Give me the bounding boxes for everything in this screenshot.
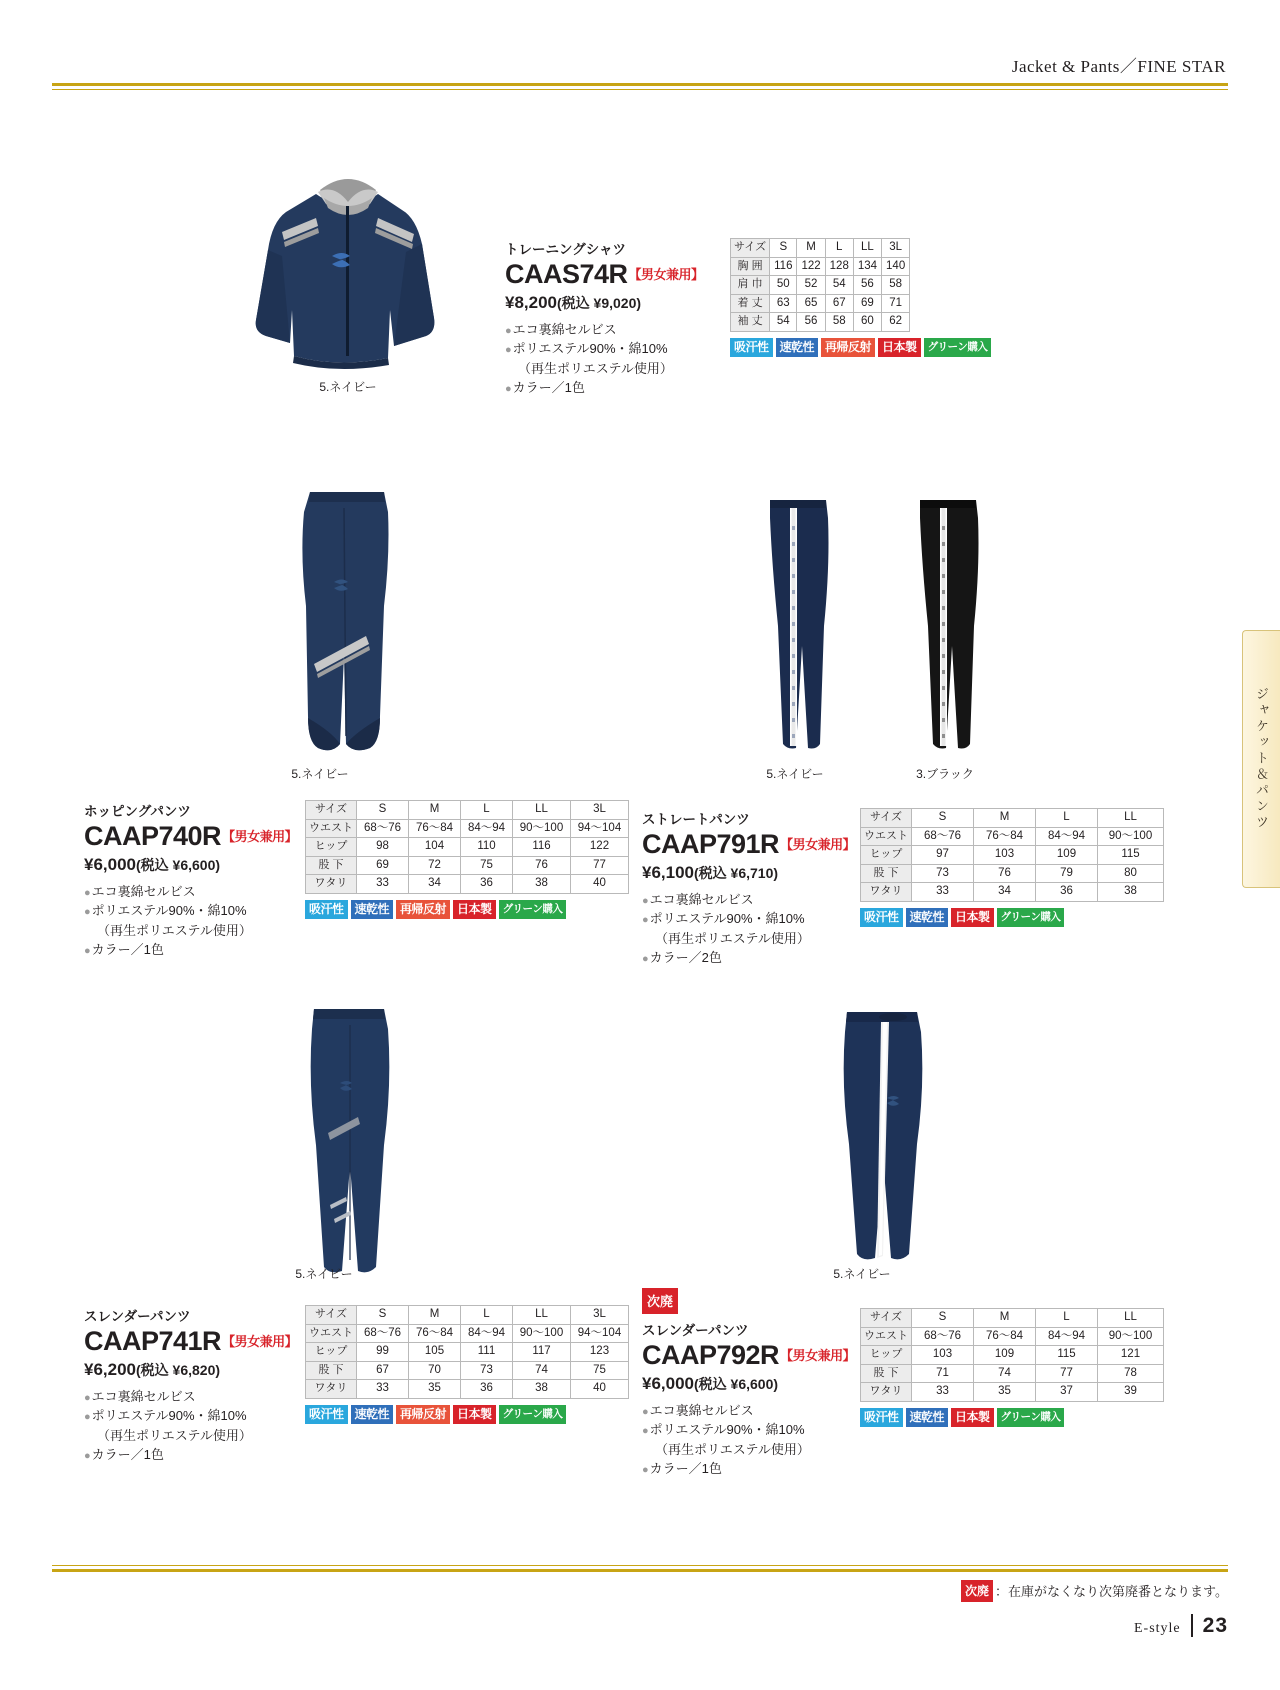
product-features: ●エコ裏綿セルビス ●ポリエステル90%・綿10% （再生ポリエステル使用） ●カラー／1色 <box>505 321 673 396</box>
size-table-caap741r <box>305 1305 629 1399</box>
unisex-tag: 【男女兼用】 <box>222 1334 298 1349</box>
table-row: ウエスト 68〜76 76〜84 84〜94 90〜100 94〜104 <box>306 1324 629 1343</box>
color-caption-caap792r: 5.ネイビー <box>833 1267 891 1281</box>
unisex-tag: 【男女兼用】 <box>780 1348 856 1363</box>
size-table-corner: サイズ <box>306 801 357 820</box>
size-col: M <box>974 1309 1036 1328</box>
footer-jihai-badge: 次廃 <box>961 1580 993 1602</box>
table-row: ワタリ 33 34 36 38 40 <box>306 875 629 894</box>
size-table-caap740r <box>305 800 629 894</box>
product-info-caas74r <box>505 238 720 398</box>
feature-badges-caap792r <box>860 1408 1164 1427</box>
unisex-tag: 【男女兼用】 <box>628 267 704 282</box>
size-table-block-caap740r <box>305 800 629 919</box>
badge-green-purchase: グリーン購入 <box>997 1408 1065 1427</box>
size-col: LL <box>853 239 881 258</box>
page-header <box>52 52 1228 90</box>
table-row: 股 下 67 70 73 74 75 <box>306 1361 629 1380</box>
badge-made-in-japan: 日本製 <box>453 900 496 919</box>
badge-quick-dry: 速乾性 <box>351 900 394 919</box>
size-col: S <box>357 801 409 820</box>
footer-note <box>52 1580 1228 1602</box>
product-code: CAAP791R【男女兼用】 <box>642 829 856 859</box>
brand-name: E-style <box>1133 1621 1181 1636</box>
badge-made-in-japan: 日本製 <box>878 338 921 357</box>
table-row: ワタリ 33 35 36 38 40 <box>306 1380 629 1399</box>
product-info-caap741r <box>84 1305 298 1465</box>
size-table-corner: サイズ <box>861 809 912 828</box>
table-row: 着 丈 63 65 67 69 71 <box>731 294 910 313</box>
unisex-tag: 【男女兼用】 <box>780 837 856 852</box>
unisex-tag: 【男女兼用】 <box>222 829 298 844</box>
size-col: S <box>912 809 974 828</box>
product-features: ●エコ裏綿セルビス ●ポリエステル90%・綿10% （再生ポリエステル使用） ●カラー／1色 <box>642 1402 810 1477</box>
product-image-caap740r <box>292 486 402 761</box>
feature-badges-caap740r <box>305 900 629 919</box>
size-col: M <box>409 801 461 820</box>
size-col: M <box>409 1306 461 1325</box>
header-rule-thin <box>52 89 1228 90</box>
table-row: ウエスト 68〜76 76〜84 84〜94 90〜100 <box>861 827 1164 846</box>
size-col: M <box>797 239 825 258</box>
size-table-block-caap792r <box>860 1308 1164 1427</box>
footer-rule-thick <box>52 1569 1228 1572</box>
product-code: CAAP792R【男女兼用】 <box>642 1340 856 1370</box>
size-col: S <box>912 1309 974 1328</box>
page-number: 23 <box>1191 1614 1228 1637</box>
badge-retroreflective: 再帰反射 <box>396 900 450 919</box>
table-row: ヒップ 98 104 110 116 122 <box>306 838 629 857</box>
badge-green-purchase: グリーン購入 <box>499 1405 567 1424</box>
size-col: 3L <box>571 1306 629 1325</box>
feature-badges-caap741r <box>305 1405 629 1424</box>
size-table-corner: サイズ <box>306 1306 357 1325</box>
table-row: 股 下 73 76 79 80 <box>861 864 1164 883</box>
product-info-caap792r <box>642 1288 857 1479</box>
side-tab-label: ジャケット＆パンツ <box>1254 687 1269 831</box>
table-row: 肩 巾 50 52 54 56 58 <box>731 276 910 295</box>
badge-green-purchase: グリーン購入 <box>997 908 1065 927</box>
product-image-caap791r-black <box>908 496 988 756</box>
product-info-caap740r <box>84 800 298 960</box>
size-col: 3L <box>571 801 629 820</box>
product-image-caap741r <box>300 1005 400 1285</box>
product-code: CAAP740R【男女兼用】 <box>84 821 298 851</box>
size-col: S <box>770 239 797 258</box>
product-category: スレンダーパンツ <box>84 1309 191 1324</box>
table-row: 胸 囲 116 122 128 134 140 <box>731 257 910 276</box>
product-price: ¥6,200(税込 ¥6,820) <box>84 1359 221 1379</box>
feature-badges-caas74r <box>730 338 991 357</box>
size-col: L <box>825 239 853 258</box>
table-row: ウエスト 68〜76 76〜84 84〜94 90〜100 94〜104 <box>306 819 629 838</box>
product-code: CAAP741R【男女兼用】 <box>84 1326 298 1356</box>
product-features: ●エコ裏綿セルビス ●ポリエステル90%・綿10% （再生ポリエステル使用） ●カラー／1色 <box>84 1388 252 1463</box>
color-caption-caap791r-black: 3.ブラック <box>916 767 974 781</box>
size-col: L <box>461 1306 513 1325</box>
badge-moisture-absorbing: 吸汗性 <box>730 338 773 357</box>
footer-brand <box>52 1614 1228 1638</box>
product-price: ¥8,200(税込 ¥9,020) <box>505 292 642 312</box>
product-category: トレーニングシャツ <box>505 242 626 257</box>
badge-moisture-absorbing: 吸汗性 <box>305 1405 348 1424</box>
size-col: LL <box>513 1306 571 1325</box>
color-caption-caas74r: 5.ネイビー <box>319 380 377 394</box>
table-row: ヒップ 103 109 115 121 <box>861 1346 1164 1365</box>
product-price: ¥6,000(税込 ¥6,600) <box>642 1373 779 1393</box>
product-price: ¥6,100(税込 ¥6,710) <box>642 862 779 882</box>
color-caption-caap791r-navy: 5.ネイビー <box>766 767 824 781</box>
badge-made-in-japan: 日本製 <box>951 1408 994 1427</box>
product-category: ストレートパンツ <box>642 812 750 827</box>
badge-moisture-absorbing: 吸汗性 <box>860 908 903 927</box>
product-category: スレンダーパンツ <box>642 1323 749 1338</box>
size-table-block-caap791r <box>860 808 1164 927</box>
size-col: LL <box>513 801 571 820</box>
badge-quick-dry: 速乾性 <box>906 908 949 927</box>
size-col: LL <box>1098 1309 1164 1328</box>
badge-quick-dry: 速乾性 <box>776 338 819 357</box>
size-table-block-caas74r <box>730 238 991 357</box>
table-row: 股 下 69 72 75 76 77 <box>306 856 629 875</box>
header-rule-thick <box>52 83 1228 86</box>
size-table-block-caap741r <box>305 1305 629 1424</box>
product-info-caap791r <box>642 808 857 968</box>
size-col: LL <box>1098 809 1164 828</box>
badge-moisture-absorbing: 吸汗性 <box>860 1408 903 1427</box>
product-features: ●エコ裏綿セルビス ●ポリエステル90%・綿10% （再生ポリエステル使用） ●カラー／1色 <box>84 883 252 958</box>
size-table-caap791r <box>860 808 1164 902</box>
product-price: ¥6,000(税込 ¥6,600) <box>84 854 221 874</box>
badge-retroreflective: 再帰反射 <box>396 1405 450 1424</box>
footer-rule-thin <box>52 1565 1228 1566</box>
product-features: ●エコ裏綿セルビス ●ポリエステル90%・綿10% （再生ポリエステル使用） ●カラー／2色 <box>642 891 810 966</box>
badge-moisture-absorbing: 吸汗性 <box>305 900 348 919</box>
table-row: 股 下 71 74 77 78 <box>861 1364 1164 1383</box>
page-header-title: Jacket & Pants／FINE STAR <box>1011 57 1226 76</box>
badge-quick-dry: 速乾性 <box>351 1405 394 1424</box>
size-table-caap792r <box>860 1308 1164 1402</box>
table-row: 袖 丈 54 56 58 60 62 <box>731 313 910 332</box>
size-col: M <box>974 809 1036 828</box>
size-col: L <box>461 801 513 820</box>
feature-badges-caap791r <box>860 908 1164 927</box>
footer-note-text: ：在庫がなくなり次第廃番となります。 <box>995 1584 1228 1599</box>
size-col: 3L <box>882 239 910 258</box>
size-table-corner: サイズ <box>861 1309 912 1328</box>
table-row: ワタリ 33 34 36 38 <box>861 883 1164 902</box>
color-caption-caap741r: 5.ネイビー <box>295 1267 353 1281</box>
product-image-caas74r <box>238 160 458 375</box>
side-tab-jacket-pants[interactable] <box>1242 630 1280 888</box>
size-table-caas74r <box>730 238 910 332</box>
table-row: ウエスト 68〜76 76〜84 84〜94 90〜100 <box>861 1327 1164 1346</box>
size-col: L <box>1036 809 1098 828</box>
table-row: ヒップ 97 103 109 115 <box>861 846 1164 865</box>
table-row: ワタリ 33 35 37 39 <box>861 1383 1164 1402</box>
size-table-corner: サイズ <box>731 239 770 258</box>
discontinued-badge: 次廃 <box>642 1288 678 1314</box>
badge-made-in-japan: 日本製 <box>453 1405 496 1424</box>
table-row: ヒップ 99 105 111 117 123 <box>306 1343 629 1362</box>
badge-green-purchase: グリーン購入 <box>499 900 567 919</box>
badge-made-in-japan: 日本製 <box>951 908 994 927</box>
page-footer <box>52 1565 1228 1638</box>
product-image-caap792r <box>833 1008 933 1270</box>
product-code: CAAS74R【男女兼用】 <box>505 259 704 289</box>
size-col: S <box>357 1306 409 1325</box>
product-image-caap791r-navy <box>758 496 838 756</box>
size-col: L <box>1036 1309 1098 1328</box>
badge-retroreflective: 再帰反射 <box>821 338 875 357</box>
product-category: ホッピングパンツ <box>84 804 191 819</box>
color-caption-caap740r: 5.ネイビー <box>291 767 349 781</box>
badge-quick-dry: 速乾性 <box>906 1408 949 1427</box>
badge-green-purchase: グリーン購入 <box>924 338 992 357</box>
